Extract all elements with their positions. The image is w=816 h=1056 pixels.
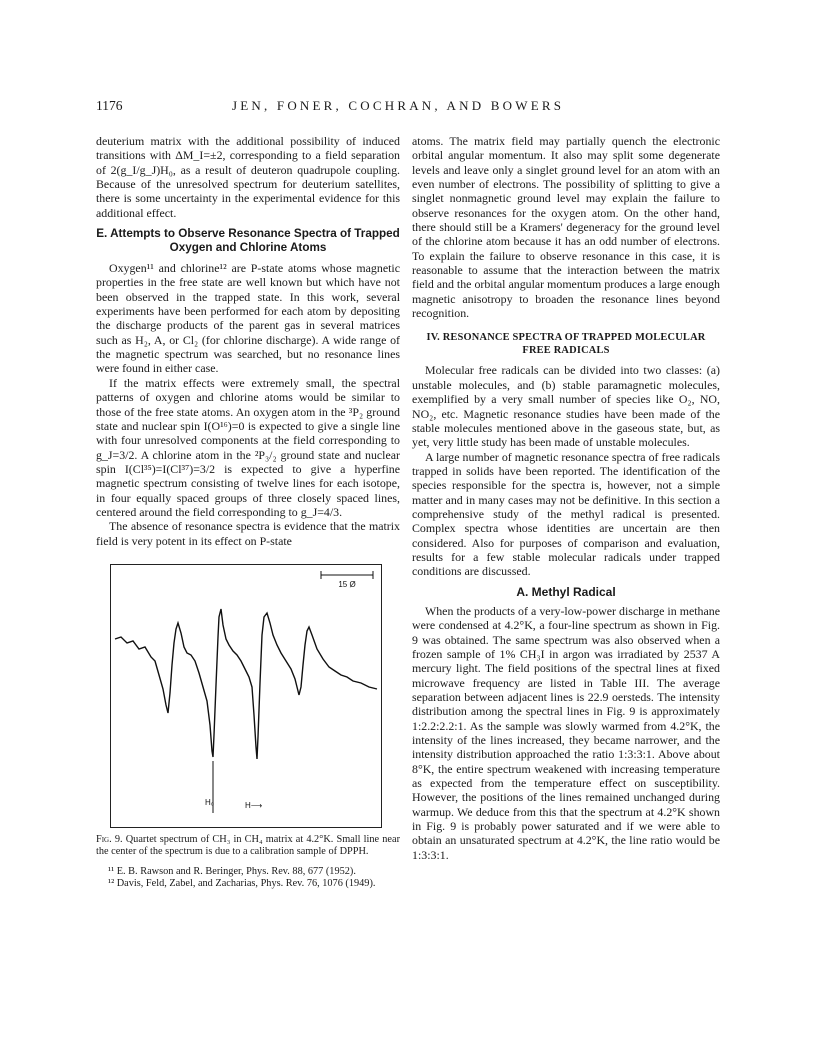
right-paragraph-2: Molecular free radicals can be divided into two classes: (a) unstable molecules, and (b) stable paramagnetic molecules, exemplified by a very small number of species like O₂, NO, NO₂, etc. Magnetic resonance studies have been made of the stable molecules mentioned above in the gaseous state, but, as yet, very little study has been made of unstable molecules. <box>412 363 720 450</box>
left-paragraph-3: If the matrix effects were extremely small, the spectral patterns of oxygen and chlorine atoms would be similar to those of the free state atoms. An oxygen atom in the ³P₂ ground state and nuclear spin I(O¹⁶)=0 is expected to give a single line with four unresolved components at the field corresponding to g_J=3/2. A chlorine atom in the ²P₃/₂ ground state and nuclear spin I(Cl³⁵)=I(Cl³⁷)=3/2 is expected to give a hyperfine magnetic spectrum consisting of twelve lines for each isotope, in four equally spaced groups of three closely spaced lines, centered around the field corresponding to g_J=4/3. <box>96 375 400 519</box>
running-title: JEN, FONER, COCHRAN, AND BOWERS <box>232 98 565 113</box>
figure-9-spectrum <box>110 564 382 828</box>
spectrum-plot <box>111 565 381 827</box>
section-e-title: E. Attempts to Observe Resonance Spectra of Trapped Oxygen and Chlorine Atoms <box>96 227 400 255</box>
left-paragraph-4: The absence of resonance spectra is evidence that the matrix field is very potent in its effect on P-state <box>96 519 400 548</box>
right-paragraph-1: atoms. The matrix field may partially quench the electronic orbital angular momentum. It also may split some degenerate levels and leave only a singlet ground level for an atom with an even number of electrons. The possibility of splitting to give a singlet nonmagnetic ground level may explain the failure to observe resonances for the oxygen atom. On the other hand, there should still be a Kramers' degeneracy for the ground level of the chlorine atom because it has an odd number of electrons. To explain the failure to observe resonance in this case, it is reasonable to assume that the interaction between the matrix field and the orbital angular momentum produces a large enough magnetic anisotropy to broaden the resonance lines beyond recognition. <box>412 134 720 321</box>
left-paragraph-2: Oxygen¹¹ and chlorine¹² are P-state atoms whose magnetic properties in the free state are well known but which have not been observed in the trapped state. In this work, several experiments have been performed for each atom by depositing the discharge products of the parent gas in several matrices such as H₂, A, or Cl₂ (for chlorine discharge). A wide range of the magnetic spectrum was searched, but no resonance lines were found in either case. <box>96 261 400 376</box>
right-paragraph-4: When the products of a very-low-power discharge in methane were condensed at 4.2°K, a four-line spectrum as shown in Fig. 9 was obtained. The same spectrum was also observed when a frozen sample of 1% CH₃I in argon was irradiated by 2537 A mercury light. The field positions of the spectral lines at fixed microwave frequency are listed in Table III. The average separation between adjacent lines is 22.9 oersteds. The intensity distribution among the spectral lines in Fig. 9 is approximately 1:2.2:2.2:1. As the sample was slowly warmed from 4.2°K, the intensity of the lines increased, they became narrower, and the intensity distribution approached the ratio 1:3:3:1. Above about 8°K, the entire spectrum weakened with increasing temperature as expected from the temperature effect on susceptibility. However, the positions of the lines remained unchanged during warmup. We deduce from this that the spectrum at 4.2°K shown in Fig. 9 is probably power saturated and if we were able to obtain an unsaturated spectrum at 4.2°K, the line ratio would be 1:3:3:1. <box>412 603 720 862</box>
right-column <box>412 134 720 862</box>
right-paragraph-3: A large number of magnetic resonance spectra of free radicals trapped in solids have been reported. The identification of the species responsible for the spectra is, however, not a simple matter and in many cases may not be definitive. In this section a comprehensive study of the methyl radical is presented. Complex spectra whose identities are uncertain are then considered. Also for purposes of comparison and evaluation, results for a few stable molecular radicals under trapped conditions are discussed. <box>412 449 720 579</box>
section-a-title: A. Methyl Radical <box>516 584 616 599</box>
left-paragraph-1: deuterium matrix with the additional possibility of induced transitions with ΔM_I=±2, corresponding to a field separation of 2(g_I/g_J)H₀, as a result of deuteron quadrupole coupling. Because of the unresolved spectrum for deuterium satellites, there is some uncertainty in the experimental evidence for this additional effect. <box>96 134 400 220</box>
figure-caption-text: Quartet spectrum of CH₃ in CH₄ matrix at 4.2°K. Small line near the center of the spectrum is due to a calibration sample of DPPH. <box>96 833 401 857</box>
footnote-11: ¹¹ E. B. Rawson and R. Beringer, Phys. Rev. 88, 677 (1952). <box>108 866 356 878</box>
figure-9-caption <box>96 834 400 857</box>
footnotes <box>96 866 400 890</box>
footnote-12: ¹² Davis, Feld, Zabel, and Zacharias, Phys. Rev. 76, 1076 (1949). <box>108 877 376 889</box>
scale-label: 15 Ø <box>338 579 356 589</box>
spectrum-trace <box>115 609 377 759</box>
left-column <box>96 134 400 890</box>
page-number: 1176 <box>96 98 123 113</box>
h0-label: H₀ <box>205 797 215 807</box>
figure-caption-label: Fig. 9. <box>96 833 123 845</box>
section-iv-title: IV. RESONANCE SPECTRA OF TRAPPED MOLECULAR FREE RADICALS <box>426 332 706 356</box>
h-label: H⟶ <box>245 800 263 810</box>
